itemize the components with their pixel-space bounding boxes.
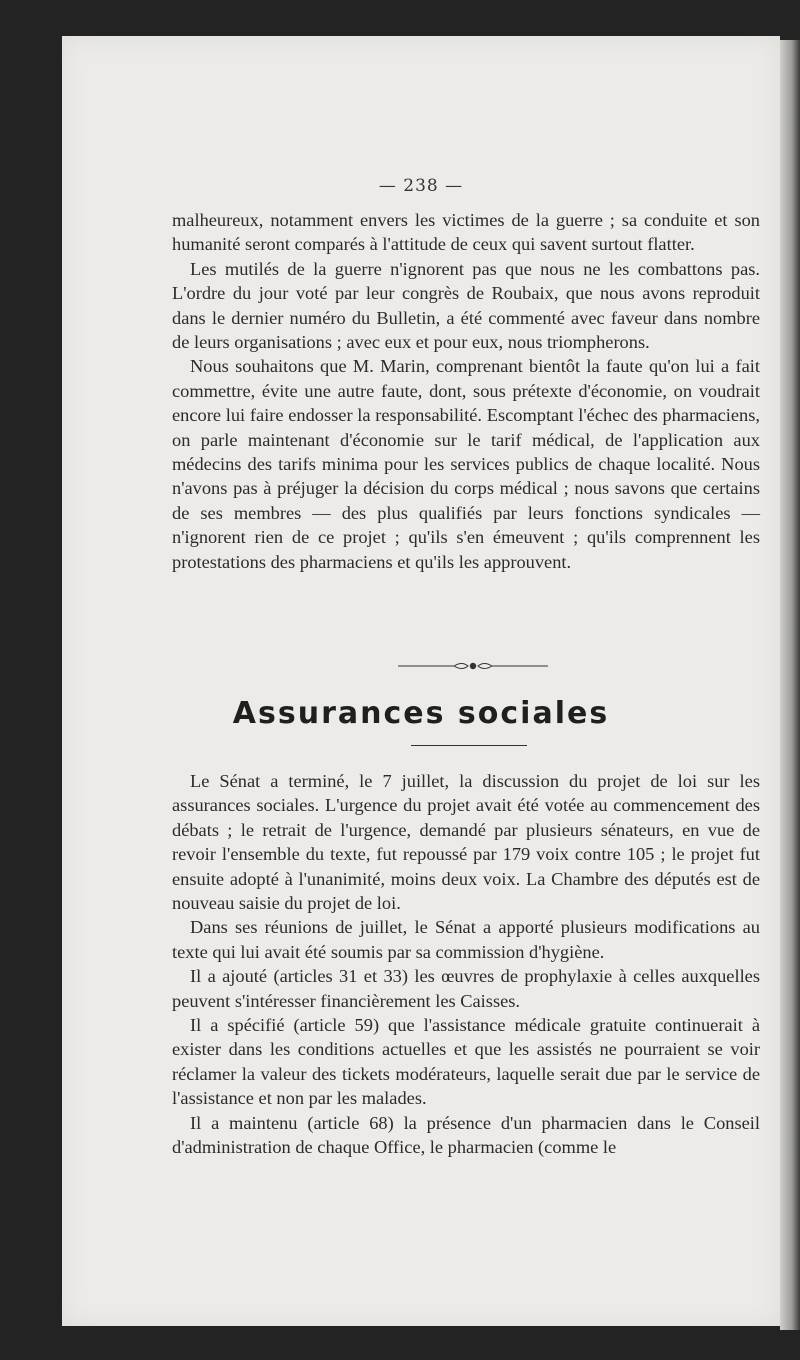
- section-paragraph-4: Il a spécifié (article 59) que l'assistance médicale gratuite continuerait à exister dans les conditions actuelles et que les assistés ne pourraient se voir réclamer la valeur des tickets modérateurs, laquelle serait due par le service de l'assistance et non par les malades.: [172, 1015, 760, 1109]
- intro-paragraph-1: malheureux, notamment envers les victimes de la guerre ; sa conduite et son humanité seront comparés à l'attitude de ceux qui savent surtout flatter.: [172, 210, 760, 255]
- title-underline: [411, 745, 527, 746]
- intro-paragraph-3: Nous souhaitons que M. Marin, comprenant bientôt la faute qu'on lui a fait commettre, évite une autre faute, dont, sous prétexte d'économie, on voudrait encore lui faire endosser la responsabilité. Escomptant l'échec des pharmaciens, on parle maintenant d'économie sur le tarif médical, de l'application aux médecins des tarifs minima pour les services publics de chaque localité. Nous n'avons pas à préjuger la décision du corps médical ; nous savons que certains de ses membres — des plus qualifiés par leurs fonctions syndicales — n'ignorent rien de ce projet ; qu'ils s'en émeuvent ; qu'ils comprennent les protestations des pharmaciens et qu'ils les approuvent.: [172, 356, 760, 572]
- ornament-divider: [398, 658, 548, 674]
- section-paragraph-3: Il a ajouté (articles 31 et 33) les œuvres de prophylaxie à celles auxquelles peuvent s'intéresser financièrement les Caisses.: [172, 966, 760, 1011]
- intro-paragraph-2: Les mutilés de la guerre n'ignorent pas que nous ne les combattons pas. L'ordre du jour voté par leur congrès de Roubaix, que nous avons reproduit dans le dernier numéro du Bulletin, a été commenté avec faveur dans nombre de leurs organisations ; avec eux et pour eux, nous triompherons.: [172, 258, 760, 353]
- section-paragraph-1: Le Sénat a terminé, le 7 juillet, la discussion du projet de loi sur les assurances sociales. L'urgence du projet avait été votée au commencement des débats ; le retrait de l'urgence, demandé par plusieurs sénateurs, en vue de revoir l'ensemble du texte, fut repoussé par 179 voix contre 105 ; le projet fut ensuite adopté à l'unanimité, moins deux voix. La Chambre des députés est de nouveau saisie du projet de loi.: [172, 771, 760, 914]
- section-title: Assurances sociales: [232, 696, 610, 731]
- section-paragraph-5: Il a maintenu (article 68) la présence d'un pharmacien dans le Conseil d'administration de chaque Office, le pharmacien (comme le: [172, 1112, 760, 1158]
- section-text: [172, 769, 760, 1160]
- page-edge: [780, 40, 800, 1330]
- section-paragraph-2: Dans ses réunions de juillet, le Sénat a apporté plusieurs modifications au texte qui lui avait été soumis par sa commission d'hygiène.: [172, 917, 760, 962]
- page-number: — 238 —: [378, 176, 464, 196]
- intro-text: [172, 208, 760, 574]
- paper-sheet: [62, 36, 780, 1326]
